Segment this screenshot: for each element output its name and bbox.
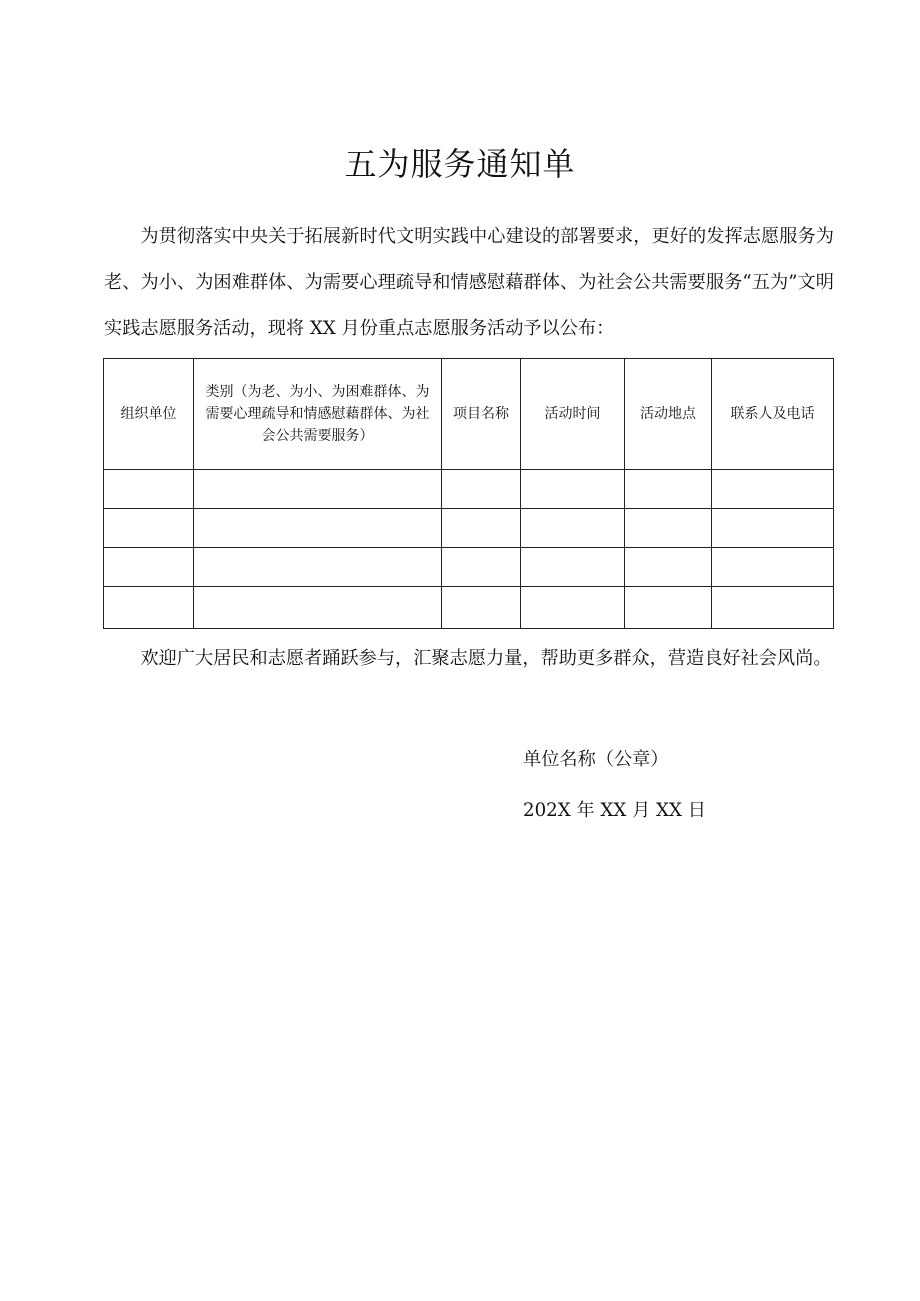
- table-row: [104, 470, 834, 509]
- table-cell: [104, 587, 194, 629]
- table-cell: [521, 509, 625, 548]
- table-cell: [104, 548, 194, 587]
- table-cell: [625, 509, 712, 548]
- table-row: [104, 587, 834, 629]
- page-title: 五为服务通知单: [344, 145, 576, 184]
- table-cell: [521, 470, 625, 509]
- table-cell: [442, 509, 521, 548]
- closing-paragraph: 欢迎广大居民和志愿者踊跃参与，汇聚志愿力量，帮助更多群众，营造良好社会风尚。: [140, 648, 832, 669]
- table-cell: [712, 587, 834, 629]
- header-activity-location: 活动地点: [625, 359, 712, 470]
- header-activity-time: 活动时间: [521, 359, 625, 470]
- table-cell: [194, 470, 442, 509]
- table-row: [104, 548, 834, 587]
- table-cell: [442, 548, 521, 587]
- table-cell: [712, 470, 834, 509]
- header-org-unit: 组织单位: [104, 359, 194, 470]
- table-cell: [712, 548, 834, 587]
- table-cell: [521, 548, 625, 587]
- table-cell: [625, 548, 712, 587]
- table-cell: [194, 548, 442, 587]
- header-project-name: 项目名称: [442, 359, 521, 470]
- table-cell: [194, 509, 442, 548]
- header-contact-phone: 联系人及电话: [712, 359, 834, 470]
- table-cell: [104, 470, 194, 509]
- table-row: [104, 509, 834, 548]
- table-cell: [442, 470, 521, 509]
- table-cell: [521, 587, 625, 629]
- table-cell: [194, 587, 442, 629]
- table-cell: [625, 587, 712, 629]
- table-cell: [625, 470, 712, 509]
- signature-unit: 单位名称（公章）: [523, 749, 669, 770]
- intro-paragraph: 为贯彻落实中央关于拓展新时代文明实践中心建设的部署要求，更好的发挥志愿服务为老、为小、为困难群体、为需要心理疏导和情感慰藉群体、为社会公共需要服务“五为”文明实践志愿服务活动，现将 XX 月份重点志愿服务活动予以公布：: [104, 226, 834, 339]
- table-header-row: [104, 359, 834, 470]
- table-cell: [104, 509, 194, 548]
- signature-date: 202X 年 XX 月 XX 日: [523, 800, 706, 821]
- table-cell: [712, 509, 834, 548]
- header-category: 类别（为老、为小、为困难群体、为需要心理疏导和情感慰藉群体、为社会公共需要服务）: [194, 359, 442, 470]
- table-cell: [442, 587, 521, 629]
- activity-table: [103, 358, 834, 629]
